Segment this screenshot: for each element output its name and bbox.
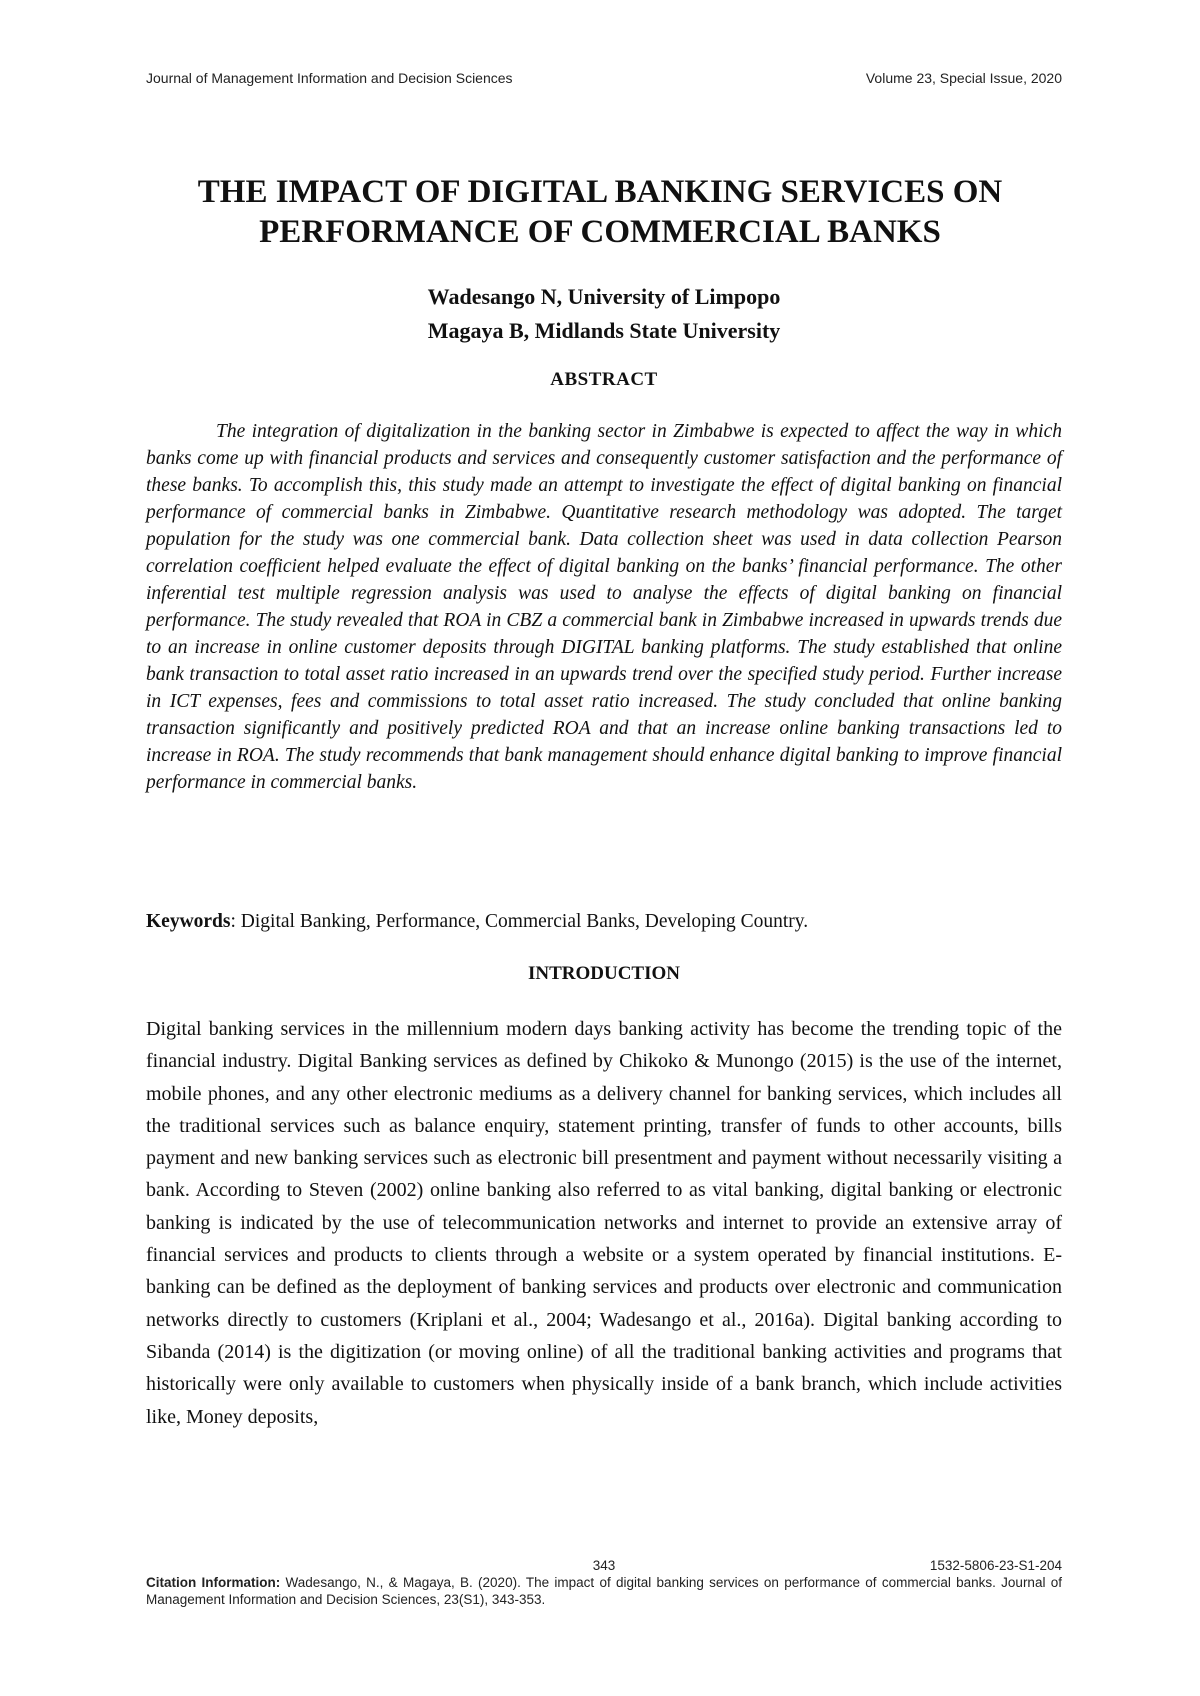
paper-title	[100, 172, 1100, 252]
author-1: Wadesango N, University of Limpopo	[427, 284, 781, 309]
abstract-heading: ABSTRACT	[550, 369, 658, 390]
author-2: Magaya B, Midlands State University	[427, 318, 781, 343]
page-footer	[146, 1557, 1062, 1608]
keywords-text: : Digital Banking, Performance, Commercial Banks, Developing Country.	[230, 911, 809, 932]
introduction-text: Digital banking services in the millennium modern days banking activity has become the trending topic of the financial industry. Digital Banking services as defined by Chikoko & Munongo (2015) is the use of the internet, mobile phones, and any other electronic mediums as a delivery channel for banking services, which includes all the traditional services such as balance enquiry, statement printing, transfer of funds to other accounts, bills payment and new banking services such as electronic bill presentment and payment without necessarily visiting a bank. According to Steven (2002) online banking also referred to as vital banking, digital banking or electronic banking is indicated by the use of telecommunication networks and internet to provide an extensive array of financial services and products to clients through a website or a system operated by financial institutions. E-banking can be defined as the deployment of banking services and products over electronic and communication networks directly to customers (Kriplani et al., 2004; Wadesango et al., 2016a). Digital banking according to Sibanda (2014) is the digitization (or moving online) of all the traditional banking activities and programs that historically were only available to customers when physically inside of a bank branch, which include activities like, Money deposits,	[146, 1018, 1062, 1428]
paper-title-line-2: PERFORMANCE OF COMMERCIAL BANKS	[259, 214, 941, 250]
article-id: 1532-5806-23-S1-204	[929, 1558, 1062, 1573]
journal-name: Journal of Management Information and Decision Sciences	[146, 70, 513, 86]
running-header	[146, 70, 1062, 86]
citation-information	[146, 1574, 1062, 1608]
keywords-label: Keywords	[146, 911, 231, 932]
volume-info: Volume 23, Special Issue, 2020	[865, 70, 1062, 86]
introduction-heading: INTRODUCTION	[527, 963, 681, 984]
abstract-text: The integration of digitalization in the banking sector in Zimbabwe is expected to affect the way in which banks come up with financial products and services and consequently customer satisfaction and the performance of these banks. To accomplish this, this study made an attempt to investigate the effect of digital banking on financial performance of commercial banks in Zimbabwe. Quantitative research methodology was adopted. The target population for the study was one commercial bank. Data collection sheet was used in data collection Pearson correlation coefficient helped evaluate the effect of digital banking on the banks’ financial performance. The other inferential test multiple regression analysis was used to analyse the effects of digital banking on financial performance. The study revealed that ROA in CBZ a commercial bank in Zimbabwe increased in upwards trends due to an increase in online customer deposits through DIGITAL banking platforms. The study established that online bank transaction to total asset ratio increased in an upwards trend over the specified study period. Further increase in ICT expenses, fees and commissions to total asset ratio increased. The study concluded that online banking transaction significantly and positively predicted ROA and that an increase online banking transactions led to increase in ROA. The study recommends that bank management should enhance digital banking to improve financial performance in commercial banks.	[146, 421, 1062, 793]
footer-row	[146, 1557, 1062, 1574]
author-block	[146, 280, 1062, 348]
paper-title-line-1: THE IMPACT OF DIGITAL BANKING SERVICES ON	[197, 174, 1003, 210]
page-number: 343	[592, 1558, 616, 1573]
citation-text: Wadesango, N., & Magaya, B. (2020). The impact of digital banking services on performance of commercial banks. Journal of Management Information and Decision Sciences, 23(S1), 343-353.	[146, 1575, 1062, 1607]
citation-label: Citation Information:	[146, 1575, 281, 1590]
keywords-line	[146, 908, 1062, 935]
